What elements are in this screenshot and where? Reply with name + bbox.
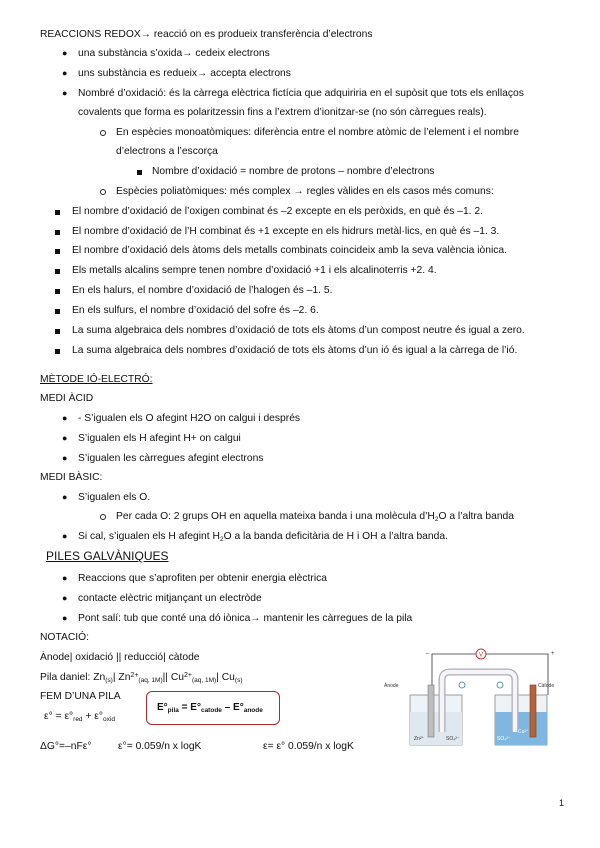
square-bullet-icon: [137, 170, 142, 175]
square-bullet-icon: [55, 329, 60, 334]
circle-bullet-icon: [100, 514, 106, 520]
basic-medium-heading: MEDI BÀSIC:: [40, 472, 103, 483]
square-bullet-icon: [55, 269, 60, 274]
bullet-icon: ●: [62, 573, 68, 583]
polyatomic-line: Espècies poliatòmiques: més complex → regles vàlides en els casos més comuns:: [116, 186, 494, 197]
nernst-formula: ε= ε° 0.059/n x logK: [263, 741, 354, 752]
electron-flow-icon: [459, 682, 465, 688]
log-k-formula: ε°= 0.059/n x logK: [118, 741, 202, 752]
oxidation-number-definition-1: Nombré d’oxidació: és la càrrega elèctrica fictícia que adquiriria en el supòsit que tots els enllaços: [78, 88, 524, 99]
bullet-icon: ●: [62, 593, 68, 603]
square-bullet-icon: [55, 349, 60, 354]
oxidation-number-definition-2: covalents que forma es polaritzessin fins a l’extrem d’ionitzar-se (no són càrregues reals).: [78, 107, 487, 118]
monoatomic-formula: Nombre d’oxidació = nombre de protons – nombre d’electrons: [152, 166, 435, 177]
acid-medium-heading: MEDI ÀCID: [40, 393, 94, 404]
rule-alkali: Els metalls alcalins sempre tenen nombre d’oxidació +1 i els alcalinoterris +2. 4.: [72, 265, 437, 276]
anode-label: Ànode: [384, 683, 399, 689]
bullet-icon: ●: [62, 531, 68, 541]
rule-ion-sum: La suma algebraica dels nombres d’oxidació de tots els àtoms d’un ió és igual a la càrrega de l’ió.: [72, 345, 518, 356]
bullet-icon: ●: [62, 68, 68, 78]
rule-hydrogen: El nombre d’oxidació de l’H combinat és +1 excepte en els hidrurs metàl·lics, en què és –1. 3.: [72, 226, 500, 237]
circle-bullet-icon: [100, 189, 106, 195]
square-bullet-icon: [55, 230, 60, 235]
copper-ion-label: Cu²⁺: [518, 729, 529, 735]
square-bullet-icon: [55, 249, 60, 254]
redox-title: REACCIONS REDOX: [40, 29, 141, 40]
gibbs-formula: ΔG°=–nFε°: [40, 741, 92, 752]
bullet-icon: ●: [62, 413, 68, 423]
sulfate-right-label: SO₄²⁻: [497, 736, 511, 742]
copper-electrode: [530, 685, 536, 737]
rule-metals: El nombre d’oxidació dels àtoms dels metalls combinats coincideix amb la seva valència iònica.: [72, 245, 507, 256]
acid-step-3: S’igualen les càrregues afegint electrons: [78, 453, 264, 464]
rule-sulfides: En els sulfurs, el nombre d’oxidació del sofre és –2. 6.: [72, 305, 319, 316]
zinc-ion-label: Zn²⁺: [414, 736, 425, 742]
circle-bullet-icon: [100, 130, 106, 136]
basic-step-1: S’igualen els O.: [78, 492, 151, 503]
notation-heading: NOTACIÓ:: [40, 632, 90, 643]
bullet-icon: ●: [62, 492, 68, 502]
rule-halides: En els halurs, el nombre d’oxidació de l’halogen és –1. 5.: [72, 285, 333, 296]
voltmeter-label: V: [478, 652, 484, 659]
bullet-icon: ●: [62, 433, 68, 443]
monoatomic-line-2: d’electrons a l’escorça: [116, 146, 218, 157]
square-bullet-icon: [55, 309, 60, 314]
redox-title-rest: → reacció on es produeix transferència d’electrons: [140, 29, 373, 40]
electron-flow-icon: [497, 682, 503, 688]
bullet-icon: ●: [62, 88, 68, 98]
rule-oxygen: El nombre d’oxidació de l’oxigen combinat és –2 excepte en els peròxids, en què és –1. 2.: [72, 206, 483, 217]
galvanic-bullet-1: Reaccions que s’aprofiten per obtenir energia elèctrica: [78, 573, 327, 584]
basic-sub-step: Per cada O: 2 grups OH en aquella mateixa banda i una molècula $d’H_2O$ a l’altra banda: [116, 511, 515, 523]
galvanic-heading: PILES GALVÀNIQUES: [46, 549, 169, 563]
ion-electron-heading: MÈTODE IÓ-ELECTRÓ:: [40, 374, 153, 385]
emf-cell-formula: $E^\circ_{pila} = E^\circ_{catode} - E^\circ_{anode}$: [157, 702, 263, 714]
cathode-label: Càtode: [538, 683, 555, 689]
bullet-oxidize: una substància s’oxida→ cedeix electrons: [78, 48, 270, 59]
sulfate-left-label: SO₄²⁻: [446, 736, 460, 742]
galvanic-bullet-3: Pont salí: tub que conté una dó iònica→ mantenir les càrregues de la pila: [78, 613, 413, 624]
page-number: 1: [558, 798, 564, 808]
redox-title-line: [40, 29, 373, 41]
notation-line: Ànode| oxidació || reducció| càtode: [40, 652, 200, 663]
square-bullet-icon: [55, 289, 60, 294]
rule-neutral-sum: La suma algebraica dels nombres d’oxidació de tots els àtoms d’un compost neutre és igual a zero.: [72, 325, 525, 336]
bullet-icon: ●: [62, 613, 68, 623]
square-bullet-icon: [55, 210, 60, 215]
acid-step-1: - S’igualen els O afegint H2O on calgui i després: [78, 413, 301, 424]
galvanic-bullet-2: contacte elèctric mitjançant un electròde: [78, 593, 262, 604]
zinc-electrode: [428, 685, 434, 737]
bullet-icon: ●: [62, 453, 68, 463]
bullet-reduce: uns substància es redueix→ accepta electrons: [78, 68, 291, 79]
minus-terminal: –: [426, 651, 430, 657]
emf-sum-formula: $\varepsilon^\circ = \varepsilon^\circ_{red} + \varepsilon^\circ_{oxid}$: [44, 711, 115, 723]
fem-heading: FEM D’UNA PILA: [40, 691, 121, 702]
daniel-cell-notation: Pila daniel: $Zn_{(s)}|$ $Zn^{2+}_{(aq, 1M)}||$ $Cu^{2+}_{(aq, 1M)}|$ $Cu_{(s)}$: [40, 672, 243, 684]
basic-step-2: Si cal, s’igualen els H afegint $H_2O$ a la banda deficitària de H i OH a l’altra banda.: [78, 531, 448, 543]
monoatomic-line-1: En espècies monoatòmiques: diferència entre el nombre atòmic de l’element i el nombre: [116, 127, 519, 138]
bullet-icon: ●: [62, 48, 68, 58]
acid-step-2: S’igualen els H afegint H+ on calgui: [78, 433, 241, 444]
plus-terminal: +: [551, 651, 555, 657]
emf-formula-box: [146, 691, 280, 725]
daniell-cell-diagram: [380, 640, 560, 750]
